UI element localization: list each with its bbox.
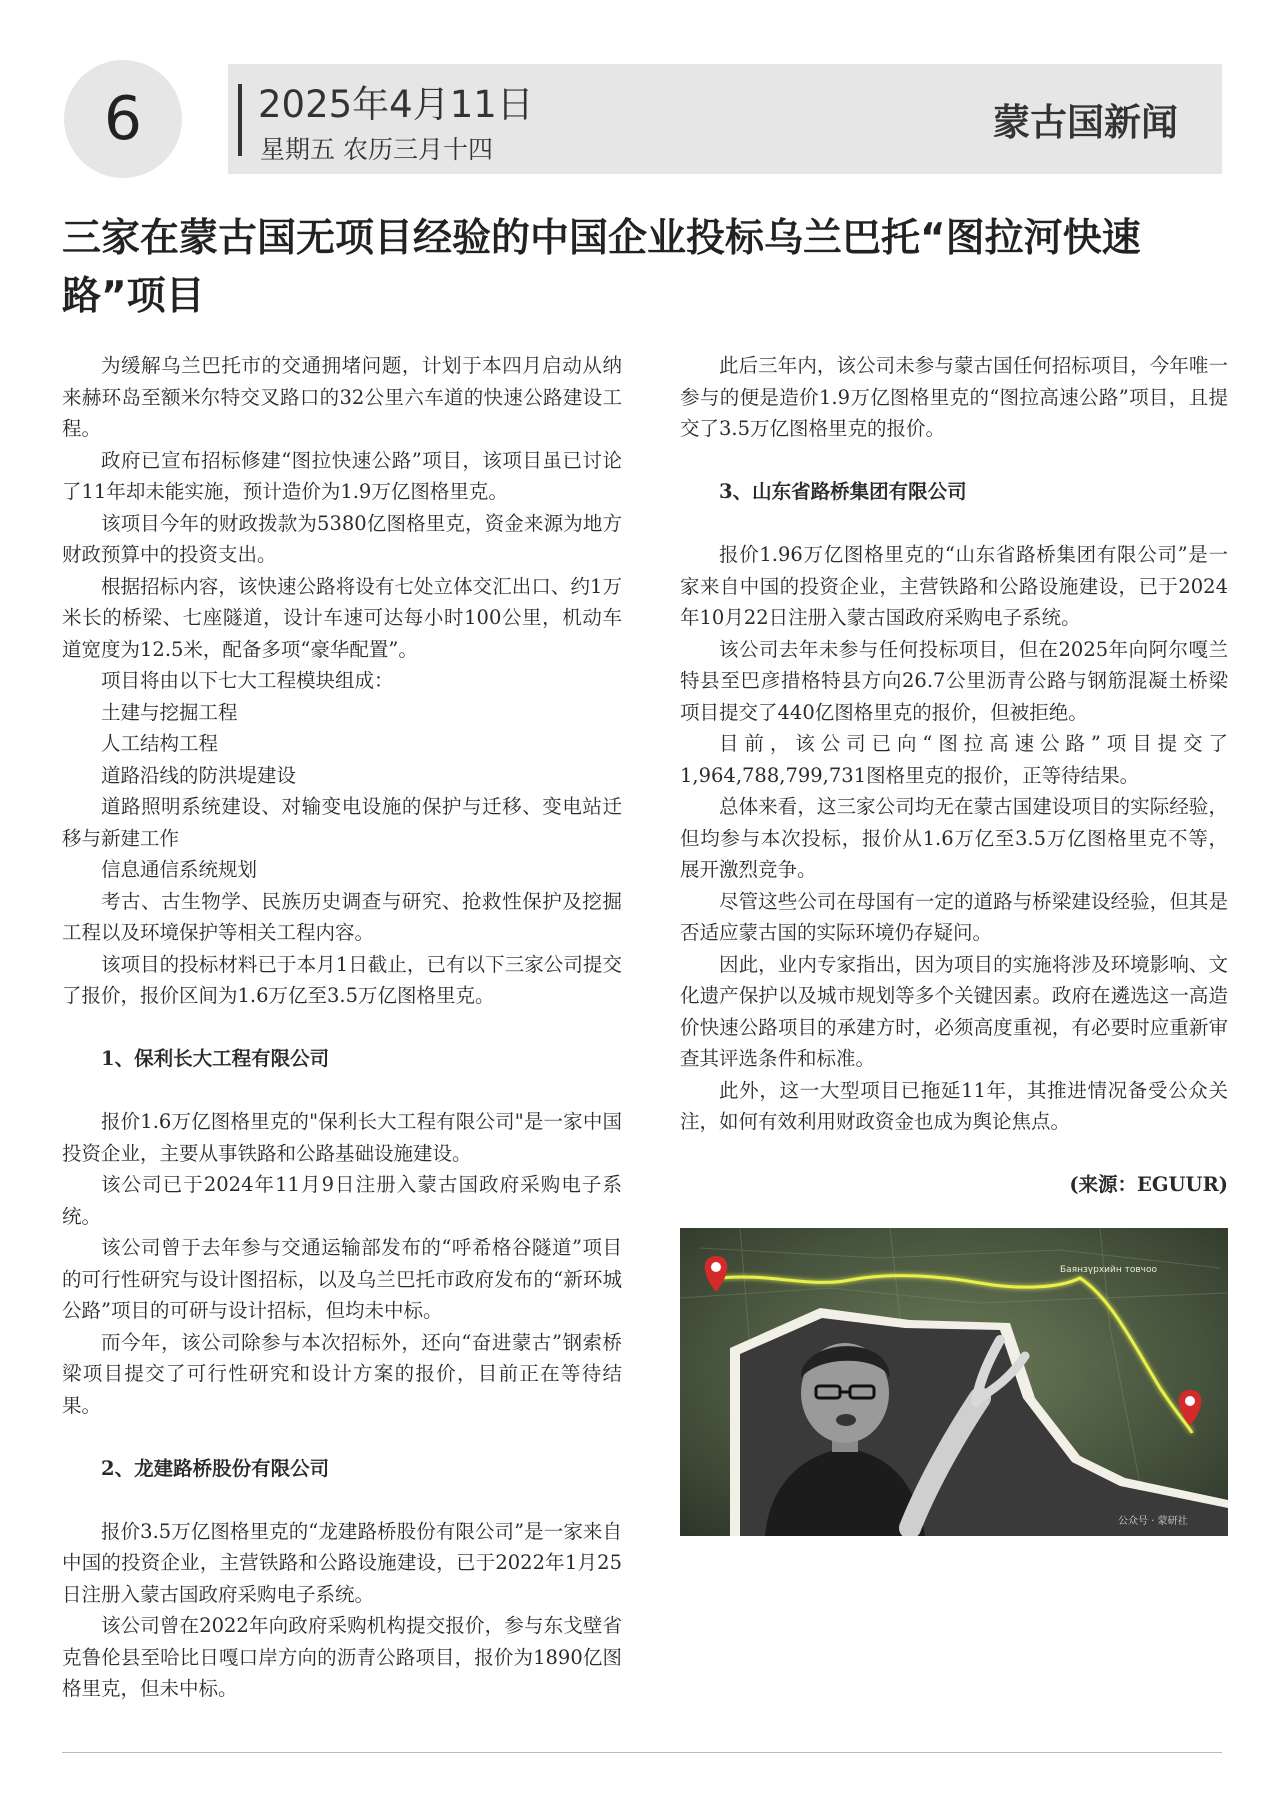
paragraph: 政府已宣布招标修建“图拉快速公路”项目，该项目虽已讨论了11年却未能实施，预计造价为1.9万亿图格里克。 <box>62 448 622 503</box>
module-item: 土建与挖掘工程 <box>101 700 238 724</box>
photo-watermark: 公众号 · 蒙研社 <box>1118 1516 1188 1527</box>
paragraph: 报价1.96万亿图格里克的“山东省路桥集团有限公司”是一家来自中国的投资企业，主营铁路和公路设施建设，已于2024年10月22日注册入蒙古国政府采购电子系统。 <box>680 543 1228 629</box>
module-item: 道路照明系统建设、对输变电设施的保护与迁移、变电站迁移与新建工作 <box>62 795 622 850</box>
module-item: 道路沿线的防洪堤建设 <box>101 763 297 787</box>
paragraph: 项目将由以下七大工程模块组成： <box>101 669 394 692</box>
paragraph: 而今年，该公司除参与本次招标外，还向“奋进蒙古”钢索桥梁项目提交了可行性研究和设计方案的报价，目前正在等待结果。 <box>62 1330 622 1417</box>
paragraph: 此外，这一大型项目已拖延11年，其推进情况备受公众关注，如何有效利用财政资金也成为舆论焦点。 <box>680 1078 1228 1133</box>
paragraph: 该公司去年未参与任何投标项目，但在2025年向阿尔嘎兰特县至巴彦措格特县方向26.7公里沥青公路与钢筋混凝土桥梁项目提交了440亿图格里克的报价，但被拒绝。 <box>680 637 1228 724</box>
right-column <box>680 350 1228 1201</box>
company3-heading: 3、山东省路桥集团有限公司 <box>719 480 967 503</box>
paragraph: 该公司曾于去年参与交通运输部发布的“呼希格谷隧道”项目的可行性研究与设计图招标，以及乌兰巴托市政府发布的“新环城公路”项目的可研与设计招标，但均未中标。 <box>62 1236 622 1322</box>
article-source: (来源：EGUUR) <box>1069 1173 1228 1196</box>
paragraph: 尽管这些公司在母国有一定的道路与桥梁建设经验，但其是否适应蒙古国的实际环境仍存疑问。 <box>680 889 1228 944</box>
photo-illustration <box>680 1228 1228 1536</box>
paragraph: 该公司曾在2022年向政府采购机构提交报价，参与东戈壁省克鲁伦县至哈比日嘎口岸方向的沥青公路项目，报价为1890亿图格里克，但未中标。 <box>62 1614 622 1700</box>
paragraph: 根据招标内容，该快速公路将设有七处立体交汇出口、约1万米长的桥梁、七座隧道，设计车速可达每小时100公里，机动车道宽度为12.5米，配备多项“豪华配置”。 <box>62 574 622 661</box>
page-number-badge <box>64 60 182 178</box>
module-item: 人工结构工程 <box>101 732 219 755</box>
paragraph: 目前，该公司已向“图拉高速公路”项目提交了1,964,788,799,731图格里克的报价，正等待结果。 <box>680 732 1228 787</box>
paragraph: 因此，业内专家指出，因为项目的实施将涉及环境影响、文化遗产保护以及城市规划等多个关键因素。政府在遴选这一高造价快速公路项目的承建方时，必须高度重视，有必要时应重新审查其评选条件和标准。 <box>680 952 1228 1070</box>
paragraph: 报价1.6万亿图格里克的"保利长大工程有限公司"是一家中国投资企业，主要从事铁路和公路基础设施建设。 <box>62 1110 622 1165</box>
section-title: 蒙古国新闻 <box>993 101 1178 144</box>
paragraph: 总体来看，这三家公司均无在蒙古国建设项目的实际经验，但均参与本次投标，报价从1.6万亿至3.5万亿图格里克不等，展开激烈竞争。 <box>680 795 1228 881</box>
company1-heading: 1、保利长大工程有限公司 <box>101 1047 330 1070</box>
header-divider <box>238 84 242 156</box>
map-label: Баянзүрхийн товчоо <box>1060 1265 1157 1275</box>
left-column <box>62 350 622 1705</box>
article-photo <box>680 1228 1228 1536</box>
lunar-date: 星期五 农历三月十四 <box>260 135 493 164</box>
paragraph: 为缓解乌兰巴托市的交通拥堵问题，计划于本四月启动从纳来赫环岛至额米尔特交叉路口的32公里六车道的快速公路建设工程。 <box>62 354 622 440</box>
page-number: 6 <box>103 84 143 154</box>
issue-date: 2025年4月11日 <box>258 83 534 126</box>
module-item: 考古、古生物学、民族历史调查与研究、抢救性保护及挖掘工程以及环境保护等相关工程内容。 <box>62 889 622 944</box>
module-item: 信息通信系统规划 <box>101 858 258 881</box>
paragraph: 此后三年内，该公司未参与蒙古国任何招标项目，今年唯一参与的便是造价1.9万亿图格里克的“图拉高速公路”项目，且提交了3.5万亿图格里克的报价。 <box>680 354 1228 440</box>
paragraph: 该公司已于2024年11月9日注册入蒙古国政府采购电子系统。 <box>62 1173 622 1228</box>
paragraph: 该项目的投标材料已于本月1日截止，已有以下三家公司提交了报价，报价区间为1.6万亿至3.5万亿图格里克。 <box>62 952 622 1007</box>
paragraph: 报价3.5万亿图格里克的“龙建路桥股份有限公司”是一家来自中国的投资企业，主营铁路和公路设施建设，已于2022年1月25日注册入蒙古国政府采购电子系统。 <box>62 1519 622 1606</box>
header-bar <box>228 64 1222 174</box>
article-headline: 三家在蒙古国无项目经验的中国企业投标乌兰巴托“图拉河快速路”项目 <box>62 216 1141 319</box>
footer-rule <box>62 1752 1222 1753</box>
company2-heading: 2、龙建路桥股份有限公司 <box>101 1456 330 1480</box>
paragraph: 该项目今年的财政拨款为5380亿图格里克，资金来源为地方财政预算中的投资支出。 <box>62 511 622 566</box>
